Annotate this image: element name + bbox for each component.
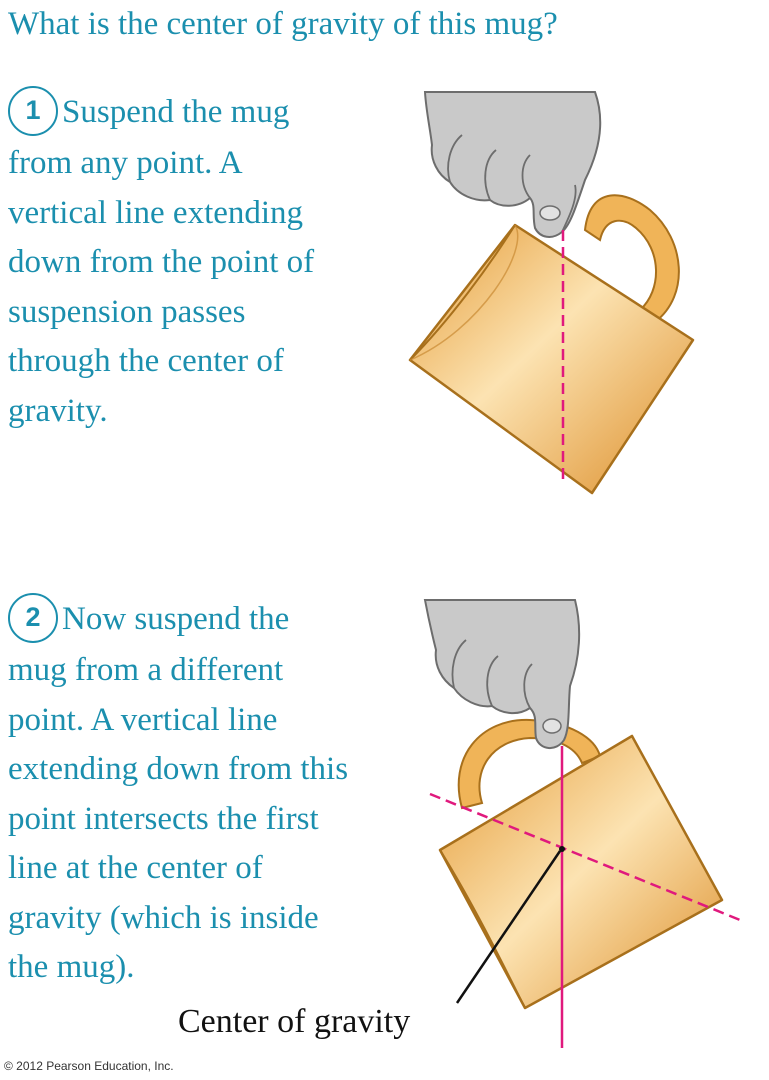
- mug-figure-2: [410, 598, 750, 1053]
- step-2-number-badge: 2: [8, 593, 58, 643]
- step-2-line: line at the center of: [8, 850, 263, 887]
- page-title: What is the center of gravity of this mug?: [8, 6, 558, 42]
- step-1-line-text: Suspend the mug: [62, 94, 290, 130]
- step-1-line: gravity.: [8, 392, 108, 429]
- step-2-line: gravity (which is inside: [8, 899, 319, 936]
- step-2-line: mug from a different: [8, 652, 284, 689]
- step-2-line: extending down from this: [8, 751, 349, 788]
- step-1-line: [8, 88, 408, 139]
- step-1-line: through the center of: [8, 343, 284, 380]
- step-2-line: point. A vertical line: [8, 701, 278, 738]
- step-2-text: [8, 595, 438, 993]
- step-1-line: suspension passes: [8, 293, 246, 330]
- step-1-number-badge: 1: [8, 86, 58, 136]
- step-2-line: point intersects the first: [8, 800, 319, 837]
- step-1-line: from any point. A: [8, 145, 243, 182]
- step-2-line: [8, 595, 438, 646]
- step-1-line: vertical line extending: [8, 194, 304, 231]
- center-of-gravity-label: Center of gravity: [178, 1003, 411, 1040]
- hand-icon: [425, 92, 600, 237]
- copyright-notice: © 2012 Pearson Education, Inc.: [4, 1059, 174, 1073]
- step-1-text: [8, 88, 408, 436]
- step-1-line: down from the point of: [8, 244, 315, 281]
- mug-body: [410, 225, 693, 493]
- mug-figure-1: [400, 90, 710, 500]
- step-2-line-text: Now suspend the: [62, 601, 290, 637]
- step-2-line: the mug).: [8, 949, 135, 986]
